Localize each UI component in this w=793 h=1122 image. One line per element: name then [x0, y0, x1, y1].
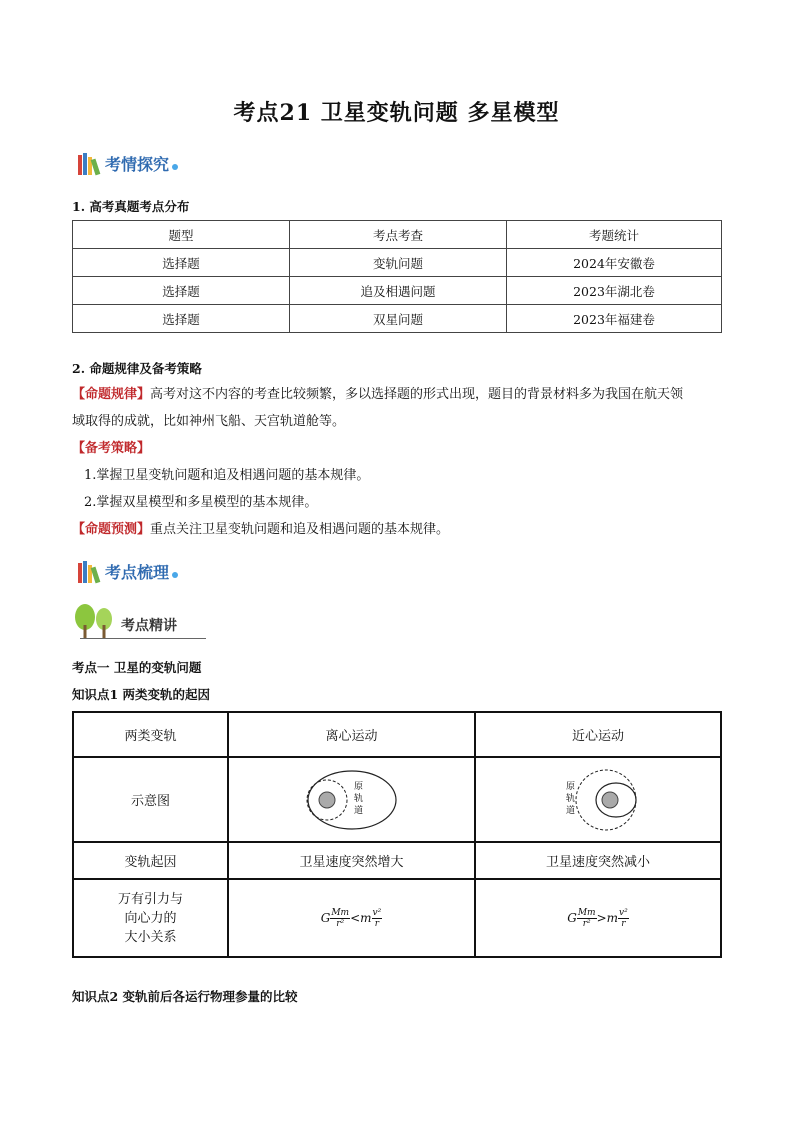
table-cell: 追及相遇问题 [290, 277, 507, 305]
table-row [73, 842, 721, 879]
orbit-label-char: 轨 [353, 793, 363, 804]
section-header-point-review [78, 560, 178, 583]
force-label-line: 大小关系 [124, 929, 177, 945]
rule-tag: 【命题规律】 [72, 387, 151, 402]
table-row [73, 249, 722, 277]
dot-icon [172, 572, 178, 578]
table-cell: 2023年湖北卷 [507, 277, 722, 305]
page-title: 考点21 卫星变轨问题 多星模型 [233, 100, 560, 126]
section-header-exam-analysis [78, 152, 178, 175]
table-cell: 卫星速度突然减小 [475, 842, 721, 879]
rule-paragraph [72, 381, 724, 435]
fraction [372, 908, 383, 929]
centripetal-orbit-diagram [548, 765, 648, 835]
table-row [73, 757, 721, 842]
table-header-cell: 离心运动 [228, 712, 475, 757]
table-cell: 选择题 [73, 305, 290, 333]
table-header-cell: 两类变轨 [73, 712, 228, 757]
table-cell [475, 757, 721, 842]
orbit-label-char: 道 [566, 805, 576, 816]
fraction [618, 908, 629, 929]
table-cell: 2024年安徽卷 [507, 249, 722, 277]
table-cell: 卫星速度突然增大 [228, 842, 475, 879]
section-header-point-lecture [72, 603, 212, 643]
topic1-heading: 考点一 卫星的变轨问题 [72, 660, 202, 675]
strategy-item: 1.掌握卫星变轨问题和追及相遇问题的基本规律。 [84, 468, 370, 483]
underline-divider [80, 638, 206, 639]
table-cell: 变轨起因 [73, 842, 228, 879]
section-label: 考情探究 [105, 155, 170, 174]
orbit-label-char: 轨 [566, 793, 576, 804]
table-cell: 2023年福建卷 [507, 305, 722, 333]
orbit-label-char: 原 [353, 781, 363, 792]
formula-symbol: m [360, 911, 372, 925]
table-row [73, 277, 722, 305]
fraction-denominator: r [374, 918, 380, 929]
table-row [73, 305, 722, 333]
predict-paragraph [72, 516, 449, 543]
predict-tag: 【命题预测】 [72, 522, 151, 537]
formula-centripetal [567, 908, 629, 929]
section-label: 考点梳理 [105, 563, 170, 582]
table-header-cell: 题型 [73, 221, 290, 249]
table-cell: 示意图 [73, 757, 228, 842]
force-label-line: 万有引力与 [117, 891, 183, 907]
table-row [73, 879, 721, 957]
table-header-cell: 考题统计 [507, 221, 722, 249]
part1-heading: 1. 高考真题考点分布 [72, 199, 190, 214]
orbit-label-char: 道 [353, 805, 363, 816]
tree-icon [72, 603, 116, 641]
table-header-cell: 考点考查 [290, 221, 507, 249]
formula-symbol: m [606, 911, 619, 925]
table-cell: 选择题 [73, 249, 290, 277]
table-cell: 选择题 [73, 277, 290, 305]
rule-text: 高考对这不内容的考查比较频繁，多以选择题的形式出现，题目的背景材料多为我国在航天领 [150, 387, 684, 402]
fraction-numerator: Mm [331, 907, 350, 918]
strategy-item: 2.掌握双星模型和多星模型的基本规律。 [84, 495, 318, 510]
books-icon [78, 153, 99, 175]
fraction-denominator: r² [336, 918, 345, 929]
fraction-numerator: v² [619, 907, 628, 918]
force-label-line: 向心力的 [124, 910, 177, 926]
table-cell [228, 757, 475, 842]
knowledge1-heading: 知识点1 两类变轨的起因 [72, 687, 211, 702]
centrifugal-orbit-diagram [302, 765, 402, 835]
predict-text: 重点关注卫星变轨问题和追及相遇问题的基本规律。 [150, 522, 450, 537]
fraction-denominator: r² [582, 918, 591, 929]
fraction [577, 908, 597, 929]
fraction-denominator: r [621, 918, 626, 929]
strategy-tag: 【备考策略】 [72, 441, 151, 456]
part2-heading: 2. 命题规律及备考策略 [72, 361, 202, 376]
table-cell: 双星问题 [290, 305, 507, 333]
dot-icon [172, 164, 178, 170]
table-cell [73, 879, 228, 957]
formula-operator: > [596, 911, 607, 925]
formula-symbol: G [320, 911, 331, 925]
section-label: 考点精讲 [121, 618, 177, 634]
rule-text-line2: 域取得的成就，比如神州飞船、天宫轨道舱等。 [72, 414, 346, 429]
fraction-numerator: Mm [577, 907, 596, 918]
table-cell: 变轨问题 [290, 249, 507, 277]
table-header-row [73, 712, 721, 757]
formula-centrifugal [321, 908, 383, 929]
orbit-label-char: 原 [566, 781, 576, 792]
books-icon [78, 561, 99, 583]
exam-distribution-table [72, 220, 722, 333]
formula-operator: < [350, 911, 361, 925]
orbit-change-table [72, 711, 722, 958]
fraction [330, 908, 350, 929]
table-header-cell: 近心运动 [475, 712, 721, 757]
table-header-row [73, 221, 722, 249]
fraction-numerator: v² [372, 907, 382, 918]
table-cell [475, 879, 721, 957]
formula-symbol: G [567, 911, 577, 925]
knowledge2-heading: 知识点2 变轨前后各运行物理参量的比较 [72, 989, 298, 1004]
table-cell [228, 879, 475, 957]
